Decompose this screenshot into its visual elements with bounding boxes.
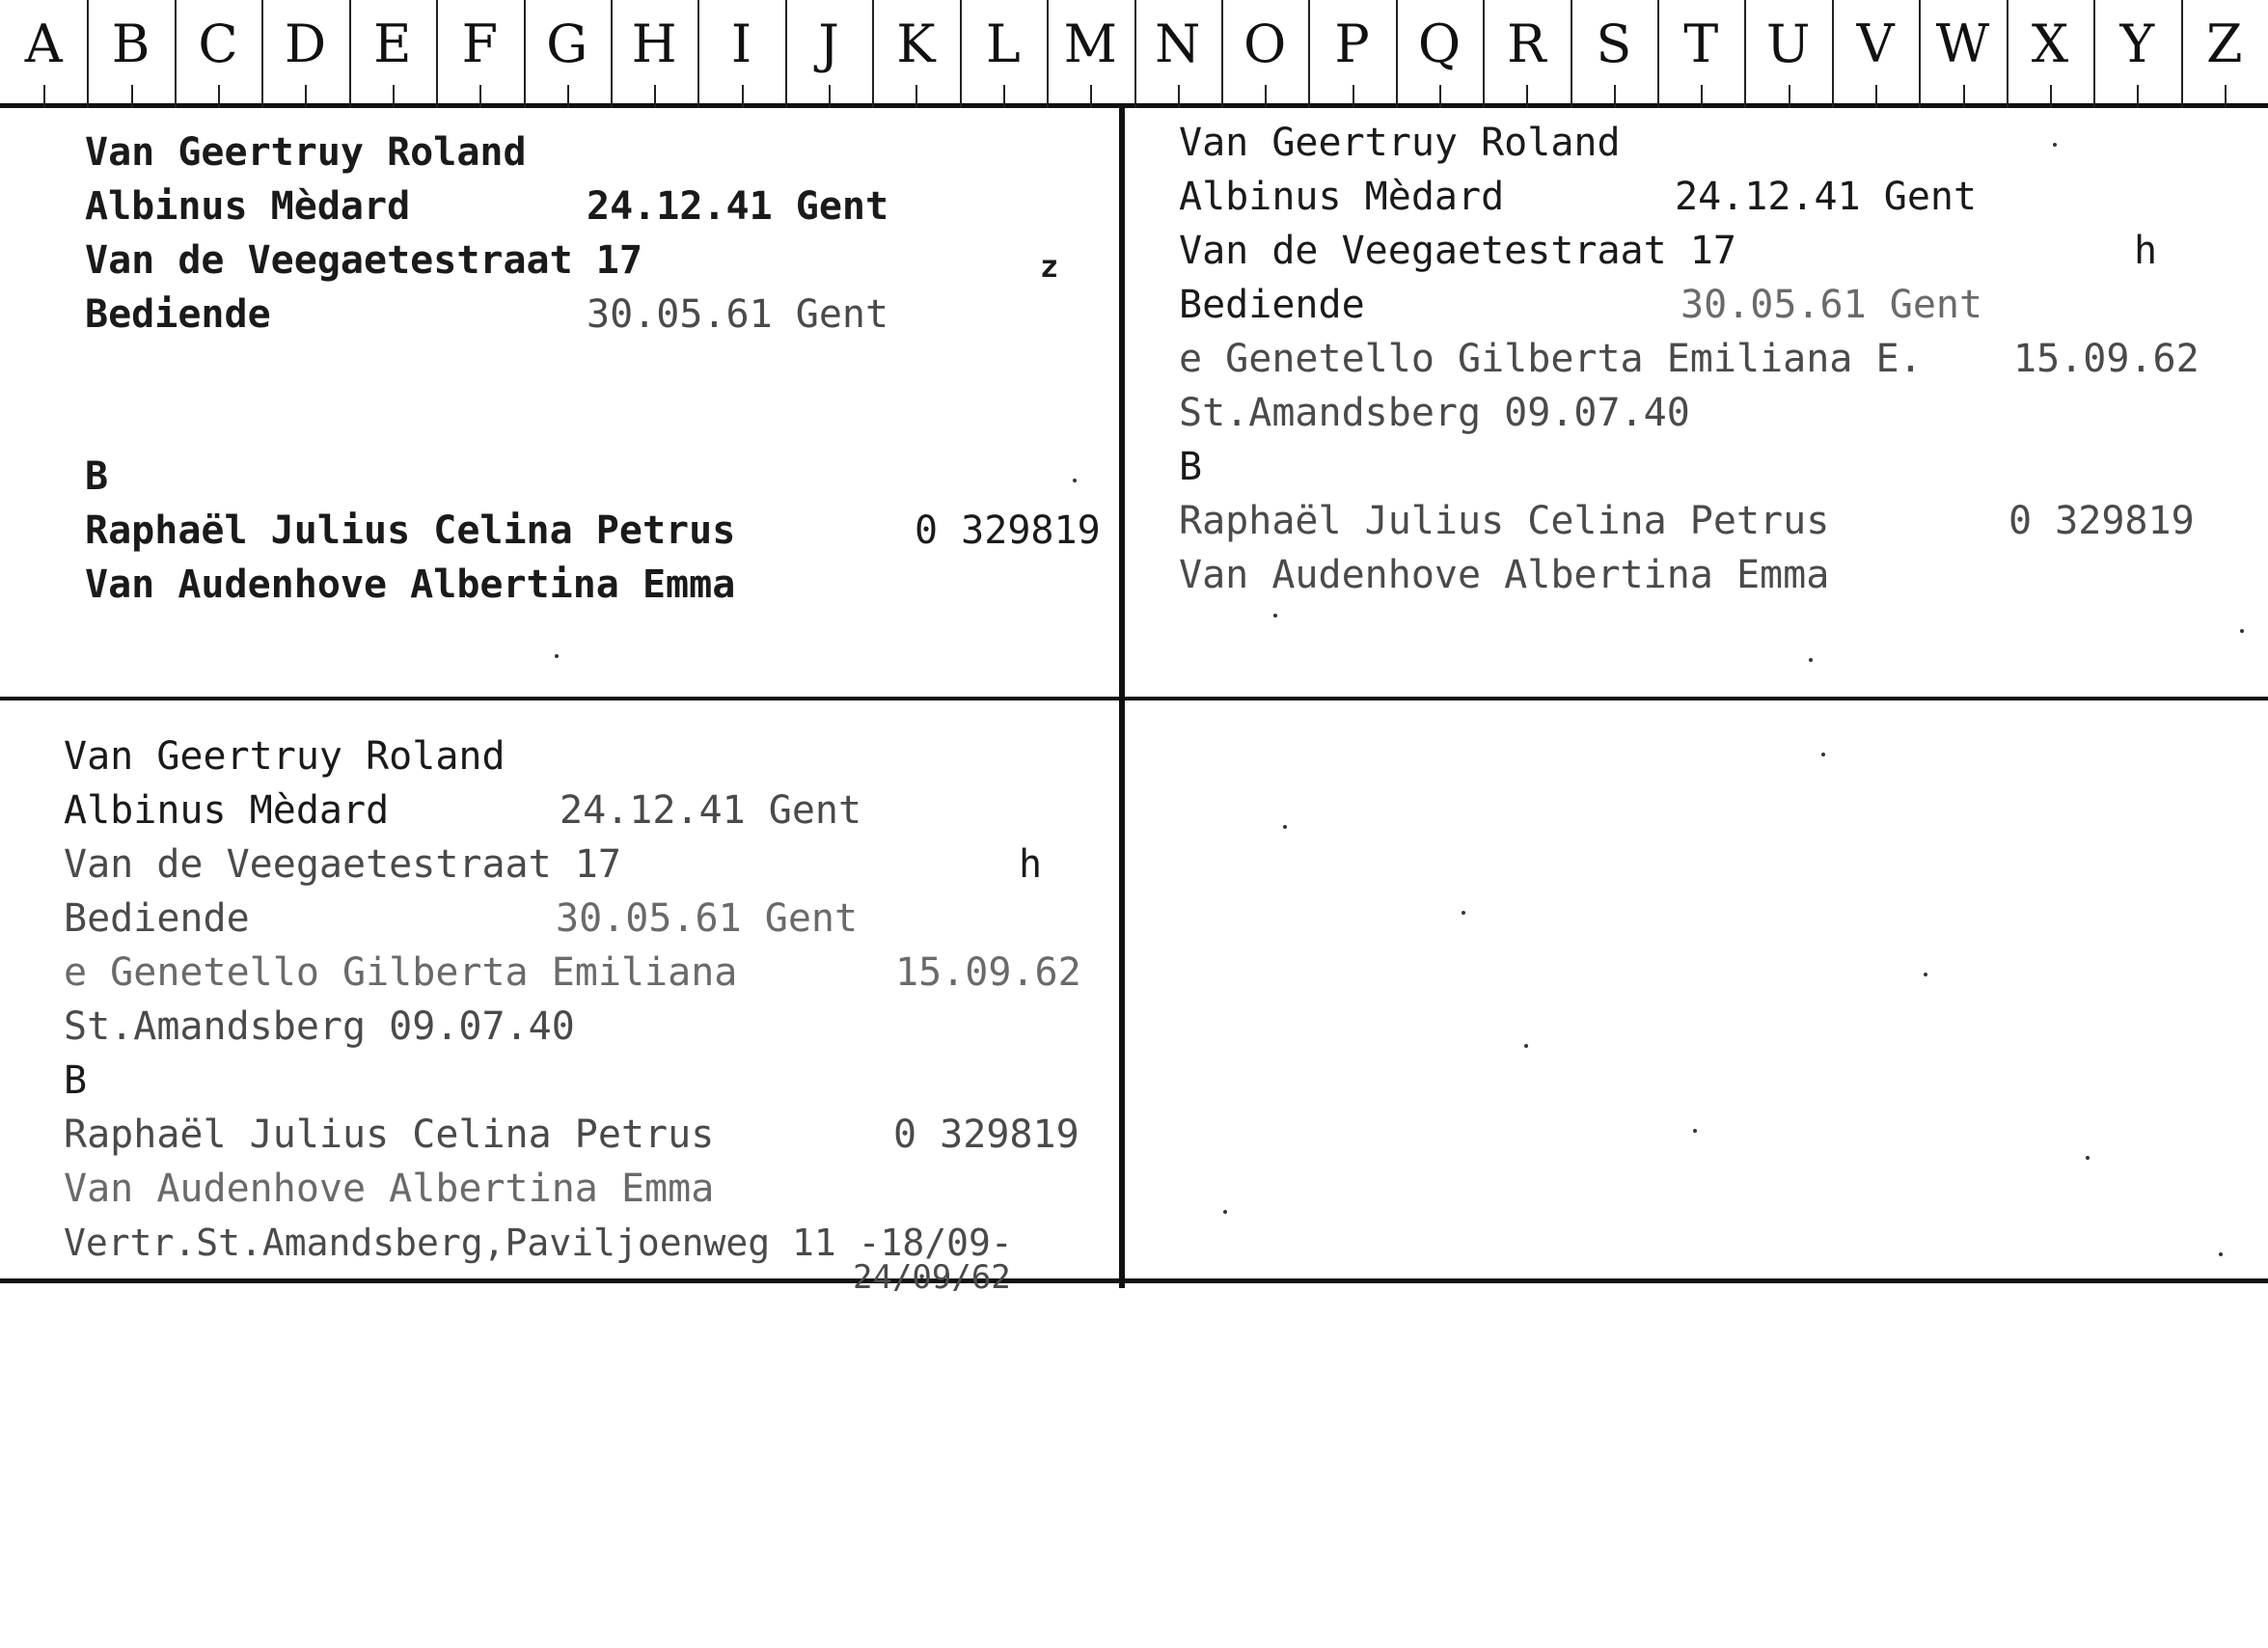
scan-speck <box>2219 1252 2223 1256</box>
index-tick <box>1875 85 1877 108</box>
index-tick <box>1963 85 1965 108</box>
card-top-left <box>85 125 1107 666</box>
card-given-names: Albinus Mèdard <box>85 184 411 229</box>
card-birth: 24.12.41 Gent <box>560 788 862 833</box>
index-letter-g: G <box>546 14 588 74</box>
index-separator <box>1744 0 1746 108</box>
scan-speck <box>1223 1210 1227 1214</box>
index-tick <box>567 85 569 108</box>
card-address: Van de Veegaetestraat 17 <box>1179 229 1736 273</box>
index-tick <box>218 85 220 108</box>
index-letter-r: R <box>1507 14 1546 74</box>
index-letter-d: D <box>284 14 327 74</box>
card-occupation: Bediende <box>85 292 271 337</box>
card-divider-horizontal <box>0 697 2268 700</box>
card-spouse: e Genetello Gilberta Emiliana <box>64 950 738 995</box>
index-separator <box>1396 0 1398 108</box>
card-number: 0 329819 <box>2008 499 2195 543</box>
card-occupation: Bediende <box>64 896 250 941</box>
index-tick <box>1789 85 1790 108</box>
index-letter-q: Q <box>1417 14 1462 74</box>
card-father: Raphaël Julius Celina Petrus <box>85 508 736 553</box>
index-letter-m: M <box>1063 14 1117 74</box>
index-separator <box>1832 0 1834 108</box>
card-father: Raphaël Julius Celina Petrus <box>1179 499 1830 543</box>
index-letter-i: I <box>730 14 752 74</box>
index-tick <box>915 85 917 108</box>
index-letter-a: A <box>24 14 63 74</box>
scan-speck <box>1462 911 1465 915</box>
index-separator <box>960 0 962 108</box>
index-separator <box>2007 0 2008 108</box>
card-spouse-date: 15.09.62 <box>2013 337 2200 381</box>
index-tick <box>1439 85 1441 108</box>
card-mother: Van Audenhove Albertina Emma <box>1179 553 1830 597</box>
scan-speck <box>1283 825 1287 829</box>
index-tick <box>2137 85 2139 108</box>
index-tick <box>131 85 133 108</box>
index-letter-j: J <box>818 14 839 74</box>
index-letter-f: F <box>461 14 499 74</box>
card-number: 0 329819 <box>915 508 1101 553</box>
index-letter-z: Z <box>2206 14 2243 74</box>
index-letter-e: E <box>373 14 412 74</box>
index-separator <box>261 0 263 108</box>
index-letter-b: B <box>111 14 150 74</box>
card-mark: h <box>2134 229 2158 273</box>
index-tick <box>829 85 831 108</box>
card-mark: z <box>1040 248 1059 285</box>
index-tick <box>479 85 481 108</box>
card-address: Van de Veegaetestraat 17 <box>85 238 642 283</box>
scan-speck <box>1273 614 1277 618</box>
card-top-right <box>1179 116 2240 675</box>
index-separator <box>785 0 787 108</box>
index-tick <box>742 85 744 108</box>
index-tick <box>2050 85 2052 108</box>
index-letter-l: L <box>985 14 1021 74</box>
index-tick <box>1090 85 1092 108</box>
card-birth: 24.12.41 Gent <box>1675 175 1978 219</box>
index-separator <box>2181 0 2183 108</box>
card-date: 30.05.61 Gent <box>587 292 889 337</box>
index-letter-x: X <box>2031 14 2069 74</box>
card-category: B <box>1179 445 1203 489</box>
index-tick <box>1701 85 1703 108</box>
index-letter-n: N <box>1155 14 1201 74</box>
index-separator <box>1308 0 1310 108</box>
index-letter-p: P <box>1334 14 1370 74</box>
card-category: B <box>85 454 109 499</box>
card-date: 30.05.61 Gent <box>1681 283 1983 327</box>
index-tick <box>1526 85 1528 108</box>
card-spouse-date: 15.09.62 <box>895 950 1081 995</box>
index-letter-t: T <box>1683 14 1719 74</box>
index-separator <box>1221 0 1223 108</box>
index-separator <box>1134 0 1136 108</box>
card-moved: Vertr.St.Amandsberg,Paviljoenweg 11 -18/09- <box>64 1222 1013 1264</box>
index-tick <box>2225 85 2227 108</box>
index-letter-o: O <box>1243 14 1287 74</box>
card-father: Raphaël Julius Celina Petrus <box>64 1112 715 1157</box>
card-surname: Van Geertruy Roland <box>64 734 506 779</box>
index-tick <box>43 85 45 108</box>
card-surname: Van Geertruy Roland <box>85 130 527 175</box>
scan-speck <box>1524 1044 1528 1048</box>
card-mother: Van Audenhove Albertina Emma <box>85 563 736 607</box>
card-given-names: Albinus Mèdard <box>64 788 390 833</box>
index-separator <box>611 0 613 108</box>
index-letter-c: C <box>198 14 238 74</box>
index-letter-s: S <box>1596 14 1632 74</box>
scan-speck <box>2053 143 2057 147</box>
card-date: 30.05.61 Gent <box>556 896 859 941</box>
index-separator <box>87 0 89 108</box>
index-tick <box>654 85 656 108</box>
index-separator <box>524 0 526 108</box>
card-category: B <box>64 1058 88 1103</box>
alphabet-index-strip <box>0 0 2268 108</box>
card-occupation: Bediende <box>1179 283 1365 327</box>
card-spouse-birth: St.Amandsberg 09.07.40 <box>64 1004 575 1049</box>
index-separator <box>1047 0 1049 108</box>
index-separator <box>1483 0 1485 108</box>
index-letter-w: W <box>1935 14 1990 74</box>
index-letter-u: U <box>1765 14 1811 74</box>
card-address: Van de Veegaetestraat 17 <box>64 842 621 887</box>
index-tick <box>1614 85 1616 108</box>
index-tick <box>305 85 307 108</box>
index-tick <box>1353 85 1354 108</box>
index-tick <box>1003 85 1005 108</box>
index-separator <box>175 0 177 108</box>
scan-speck <box>1809 658 1813 662</box>
index-separator <box>872 0 874 108</box>
index-separator <box>349 0 351 108</box>
index-letter-y: Y <box>2119 14 2155 74</box>
card-spouse: e Genetello Gilberta Emiliana E. <box>1179 337 1923 381</box>
card-moved-date: 24/09/62 <box>853 1258 1011 1297</box>
index-separator <box>697 0 699 108</box>
card-mark: h <box>1019 842 1043 887</box>
scan-speck <box>1821 753 1825 756</box>
index-letter-k: K <box>896 14 936 74</box>
card-surname: Van Geertruy Roland <box>1179 121 1621 165</box>
card-bottom-left <box>64 729 1115 1297</box>
index-separator <box>1657 0 1659 108</box>
index-separator <box>1919 0 1921 108</box>
scan-speck <box>1924 973 1927 976</box>
index-separator <box>1571 0 1572 108</box>
index-tick <box>1265 85 1267 108</box>
index-letter-v: V <box>1856 14 1895 74</box>
card-spouse-birth: St.Amandsberg 09.07.40 <box>1179 391 1690 435</box>
card-birth: 24.12.41 Gent <box>587 184 889 229</box>
index-separator <box>436 0 438 108</box>
card-number: 0 329819 <box>893 1112 1079 1157</box>
scan-speck <box>1693 1129 1697 1133</box>
index-tick <box>1178 85 1180 108</box>
scan-speck <box>1073 479 1077 482</box>
scan-speck <box>2240 629 2244 633</box>
index-tick <box>393 85 395 108</box>
index-letter-h: H <box>631 14 677 74</box>
card-mother: Van Audenhove Albertina Emma <box>64 1167 715 1211</box>
card-given-names: Albinus Mèdard <box>1179 175 1505 219</box>
scan-speck <box>555 654 559 658</box>
index-separator <box>2093 0 2095 108</box>
scan-speck <box>2086 1156 2090 1160</box>
